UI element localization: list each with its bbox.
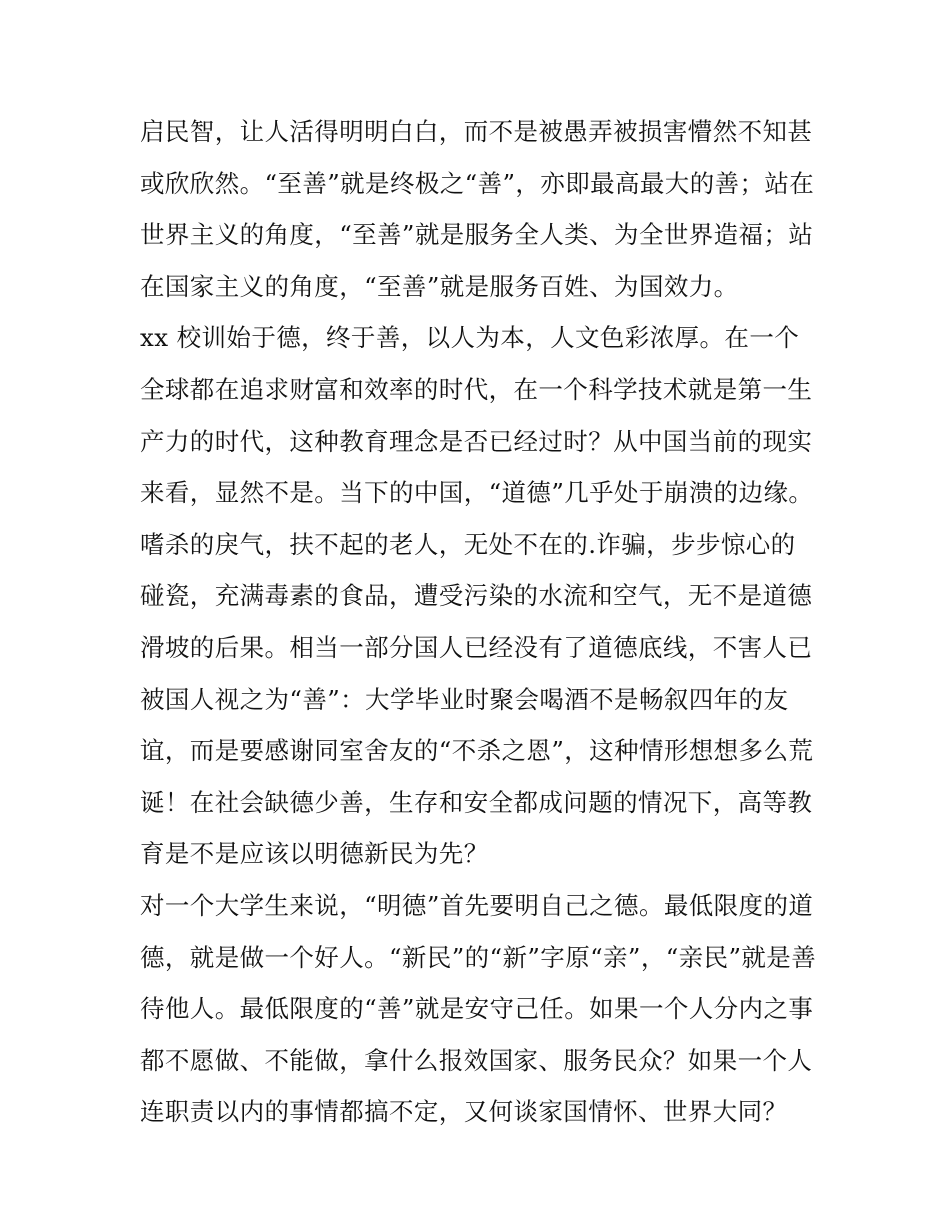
text-line: 连职责以内的事情都搞不定，又何谈家国情怀、世界大同？ bbox=[140, 1097, 788, 1127]
text-line: 对一个大学生来说，“明德”首先要明自己之德。最低限度的道 bbox=[140, 890, 814, 920]
text-line: xx 校训始于德，终于善，以人为本，人文色彩浓厚。在一个 bbox=[140, 323, 800, 353]
text-line: 待他人。最低限度的“善”就是安守己任。如果一个人分内之事 bbox=[140, 994, 814, 1024]
text-line: 世界主义的角度，“至善”就是服务全人类、为全世界造福；站 bbox=[140, 220, 814, 250]
text-line: 来看，显然不是。当下的中国，“道德”几乎处于崩溃的边缘。 bbox=[140, 478, 814, 508]
text-line: 都不愿做、不能做，拿什么报效国家、服务民众？如果一个人 bbox=[140, 1045, 813, 1075]
text-line: 育是不是应该以明德新民为先？ bbox=[140, 839, 489, 869]
text-line: 被国人视之为“善”：大学毕业时聚会喝酒不是畅叙四年的友 bbox=[140, 684, 789, 714]
text-line: 或欣欣然。“至善”就是终极之“善”，亦即最高最大的善；站在 bbox=[140, 168, 815, 198]
text-line: 启民智，让人活得明明白白，而不是被愚弄被损害懵然不知甚 bbox=[140, 117, 813, 146]
text-line: 碰瓷，充满毒素的食品，遭受污染的水流和空气，无不是道德 bbox=[140, 581, 813, 611]
text-line: 谊，而是要感谢同室舍友的“不杀之恩”，这种情形想想多么荒 bbox=[140, 736, 814, 766]
body-text bbox=[140, 106, 820, 1138]
text-line: 产力的时代，这种教育理念是否已经过时？从中国当前的现实 bbox=[140, 426, 813, 456]
text-line: 滑坡的后果。相当一部分国人已经没有了道德底线，不害人已 bbox=[140, 632, 813, 662]
text-line: 嗜杀的戾气，扶不起的老人，无处不在的.诈骗，步步惊心的 bbox=[140, 529, 796, 559]
text-line: 诞！在社会缺德少善，生存和安全都成问题的情况下，高等教 bbox=[140, 787, 813, 817]
text-line: 在国家主义的角度，“至善”就是服务百姓、为国效力。 bbox=[140, 271, 739, 301]
text-line: 全球都在追求财富和效率的时代，在一个科学技术就是第一生 bbox=[140, 374, 813, 404]
text-line: 德，就是做一个好人。“新民”的“新”字原“亲”，“亲民”就是善 bbox=[140, 942, 817, 972]
